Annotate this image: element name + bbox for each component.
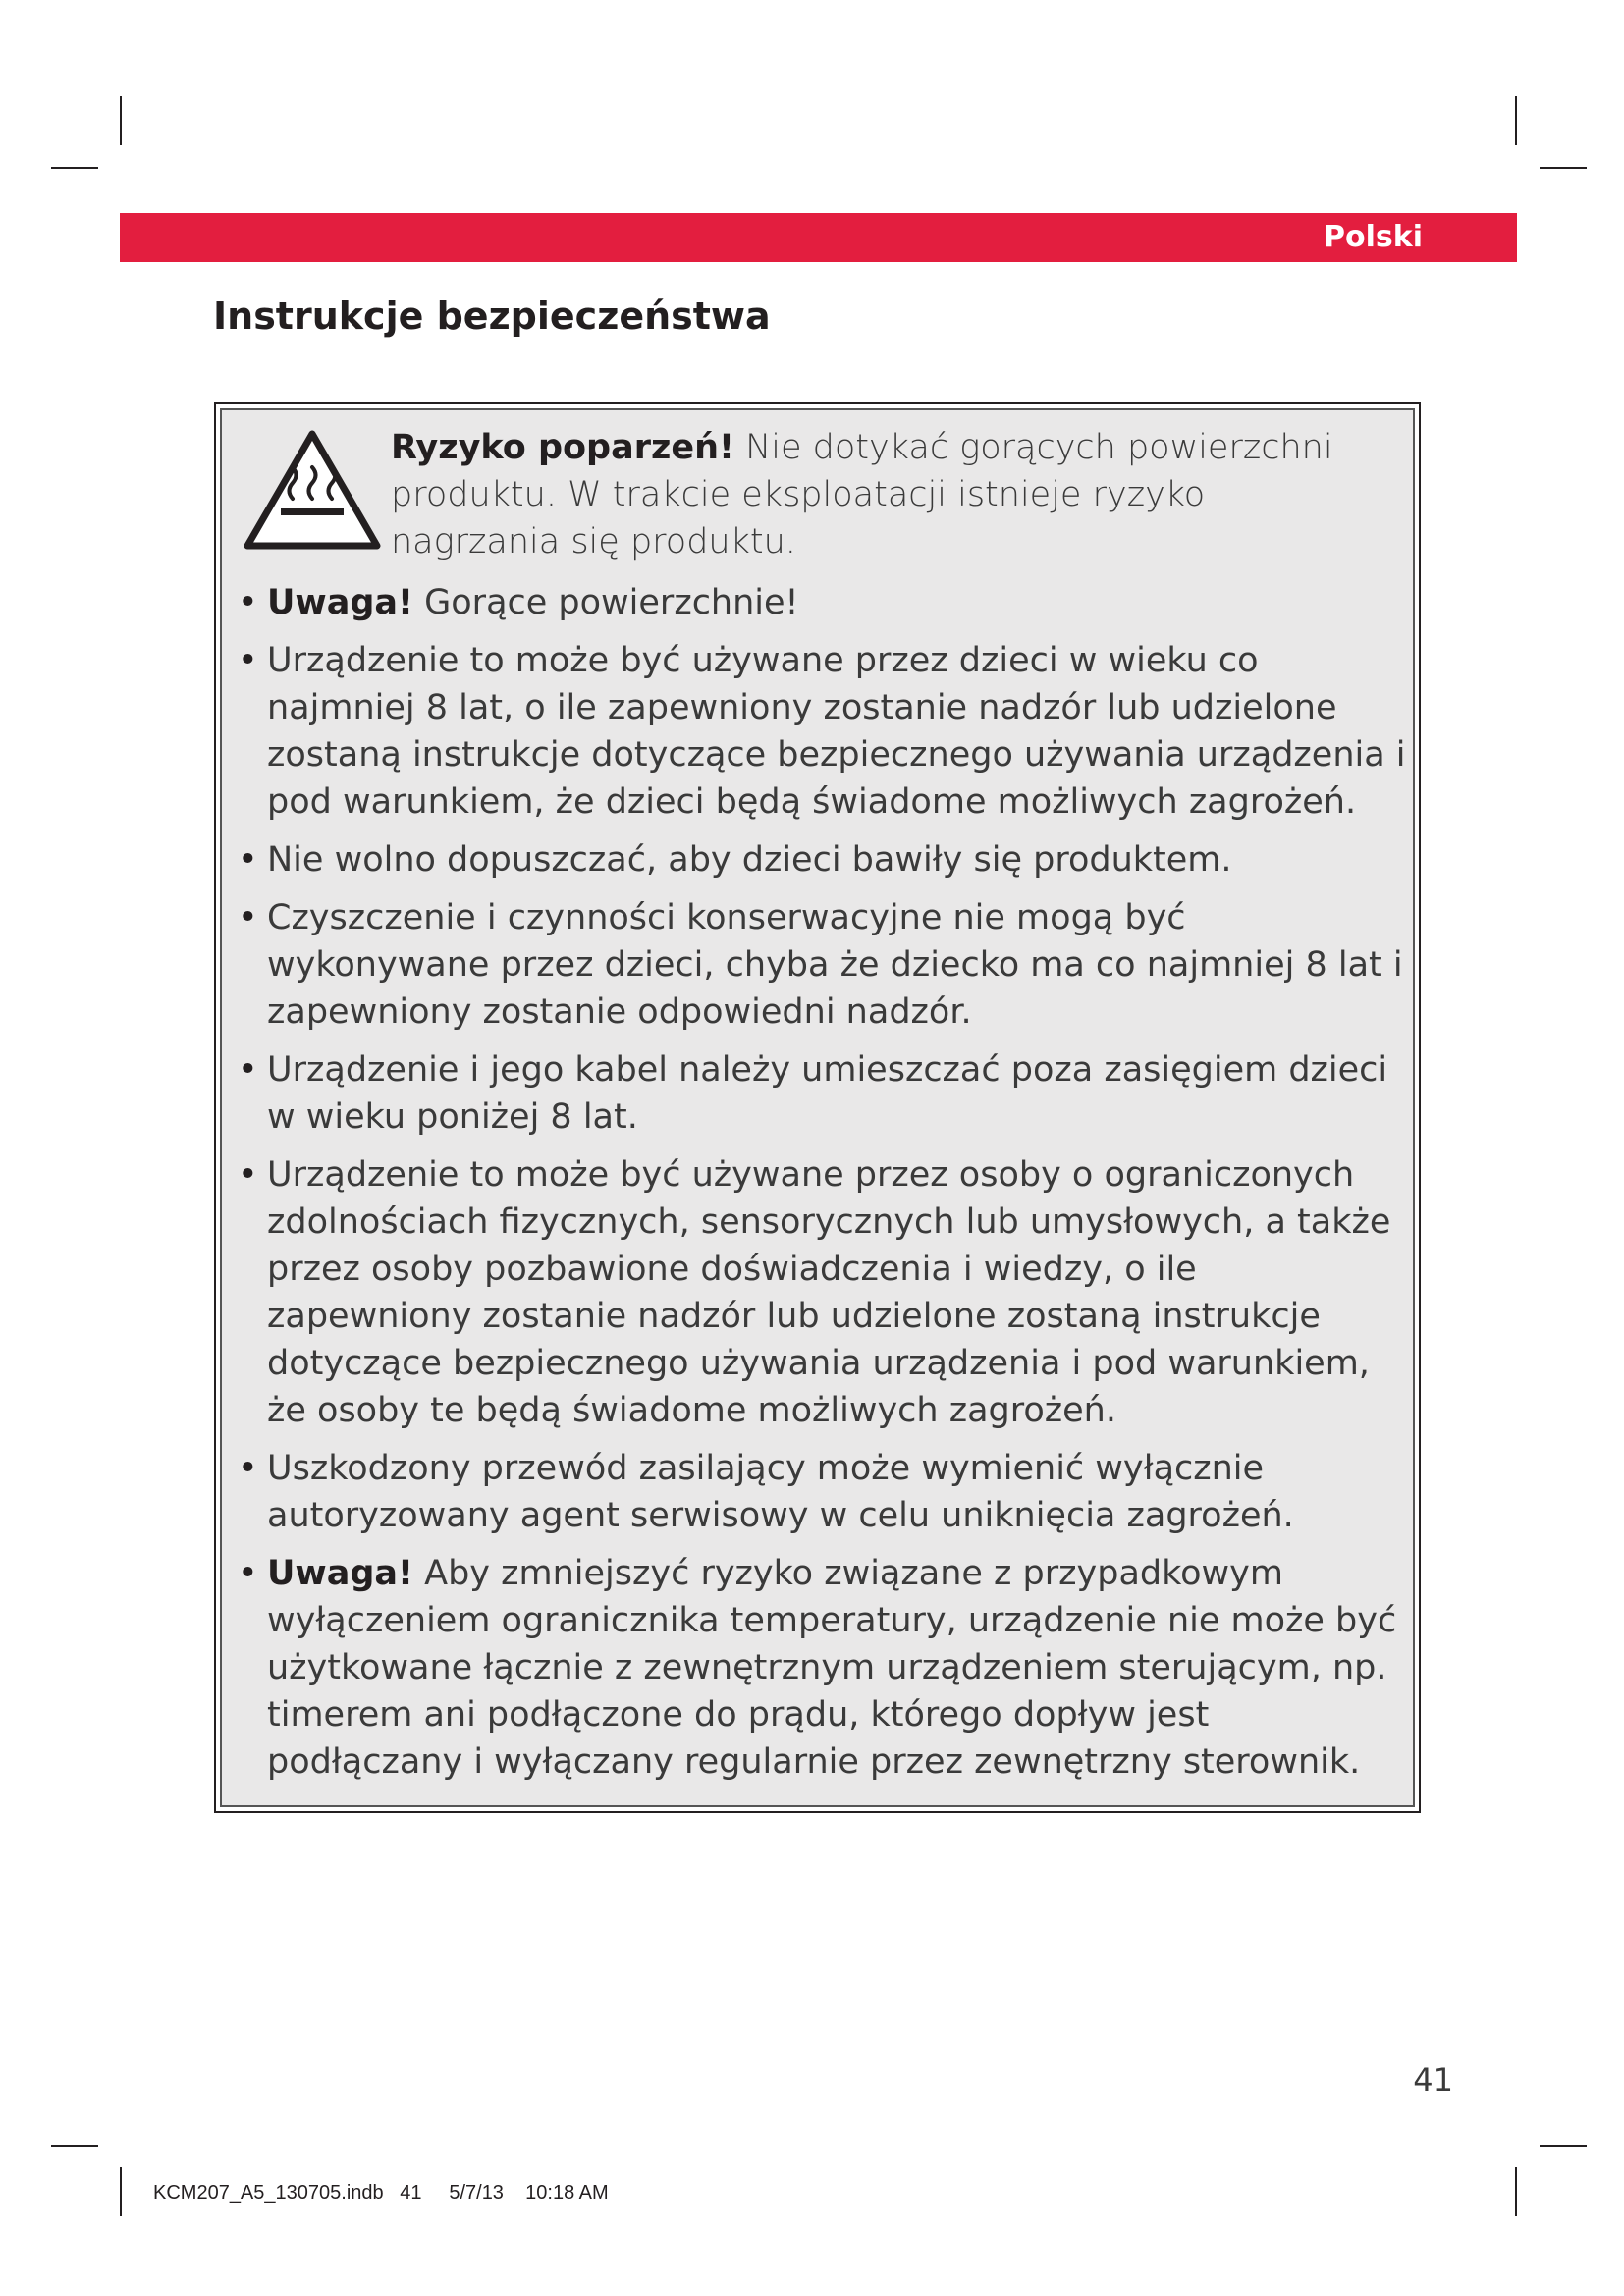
crop-mark-bottom-right-horizontal (1540, 2145, 1587, 2147)
item-text: Urządzenie i jego kabel należy umieszczać poza zasięgiem dzieci w wieku poniżej 8 lat. (267, 1050, 1388, 1137)
list-item (238, 894, 1406, 1036)
item-bold-label: Uwaga! (267, 583, 414, 622)
burn-risk-text: Nie dotykać gorących powierzchni produktu. W trakcie eksploatacji istnieje ryzyko nagrzania się produktu. (391, 428, 1333, 561)
safety-warning-box (214, 402, 1421, 1813)
burn-risk-warning (391, 424, 1373, 565)
crop-mark-bottom-right-vertical (1515, 2167, 1517, 2216)
list-item (238, 836, 1406, 883)
section-title: Instrukcje bezpieczeństwa (213, 294, 771, 338)
safety-instructions-list (238, 579, 1406, 1796)
crop-mark-bottom-left-vertical (120, 2167, 122, 2216)
crop-mark-top-right-vertical (1515, 96, 1517, 145)
safety-warning-inner (220, 408, 1415, 1807)
item-bold-label: Uwaga! (267, 1554, 414, 1593)
crop-mark-top-left-vertical (120, 96, 122, 145)
list-item (238, 579, 1406, 626)
list-item (238, 1046, 1406, 1141)
list-item (238, 1151, 1406, 1434)
item-text: Urządzenie to może być używane przez dzieci w wieku co najmniej 8 lat, o ile zapewniony zostanie nadzór lub udzielone zostaną instrukcje dotyczące bezpiecznego używania urządzenia i pod warunkiem, że dzieci będą świadome możliwych zagrożeń. (267, 641, 1406, 822)
item-text: Urządzenie to może być używane przez osoby o ograniczonych zdolnościach fizycznych, sensorycznych lub umysłowych, a także przez osoby pozbawione doświadczenia i wiedzy, o ile zapewniony zostanie nadzór lub udzielone zostaną instrukcje dotyczące bezpiecznego używania urządzenia i pod warunkiem, że osoby te będą świadome możliwych zagrożeń. (267, 1155, 1391, 1430)
language-label: Polski (1324, 220, 1423, 254)
language-header-bar (120, 213, 1517, 262)
print-slug-footer: KCM207_A5_130705.indb 41 5/7/13 10:18 AM (153, 2182, 609, 2204)
burn-risk-label: Ryzyko poparzeń! (391, 428, 734, 467)
crop-mark-bottom-left-horizontal (51, 2145, 98, 2147)
item-text: Aby zmniejszyć ryzyko związane z przypadkowym wyłączeniem ogranicznika temperatury, urządzenie nie może być użytkowane łącznie z zewnętrznym urządzeniem sterującym, np. timerem ani podłączone do prądu, którego dopływ jest podłączany i wyłączany regularnie przez zewnętrzny sterownik. (267, 1554, 1397, 1782)
page-number: 41 (1413, 2061, 1453, 2099)
hot-surface-warning-icon (242, 426, 383, 554)
list-item (238, 1445, 1406, 1539)
item-text: Gorące powierzchnie! (413, 583, 799, 622)
list-item (238, 1550, 1406, 1786)
item-text: Nie wolno dopuszczać, aby dzieci bawiły się produktem. (267, 840, 1232, 880)
crop-mark-top-left-horizontal (51, 167, 98, 169)
crop-mark-top-right-horizontal (1540, 167, 1587, 169)
item-text: Czyszczenie i czynności konserwacyjne nie mogą być wykonywane przez dzieci, chyba że dziecko ma co najmniej 8 lat i zapewniony zostanie odpowiedni nadzór. (267, 898, 1403, 1032)
item-text: Uszkodzony przewód zasilający może wymienić wyłącznie autoryzowany agent serwisowy w celu uniknięcia zagrożeń. (267, 1449, 1294, 1535)
list-item (238, 637, 1406, 826)
